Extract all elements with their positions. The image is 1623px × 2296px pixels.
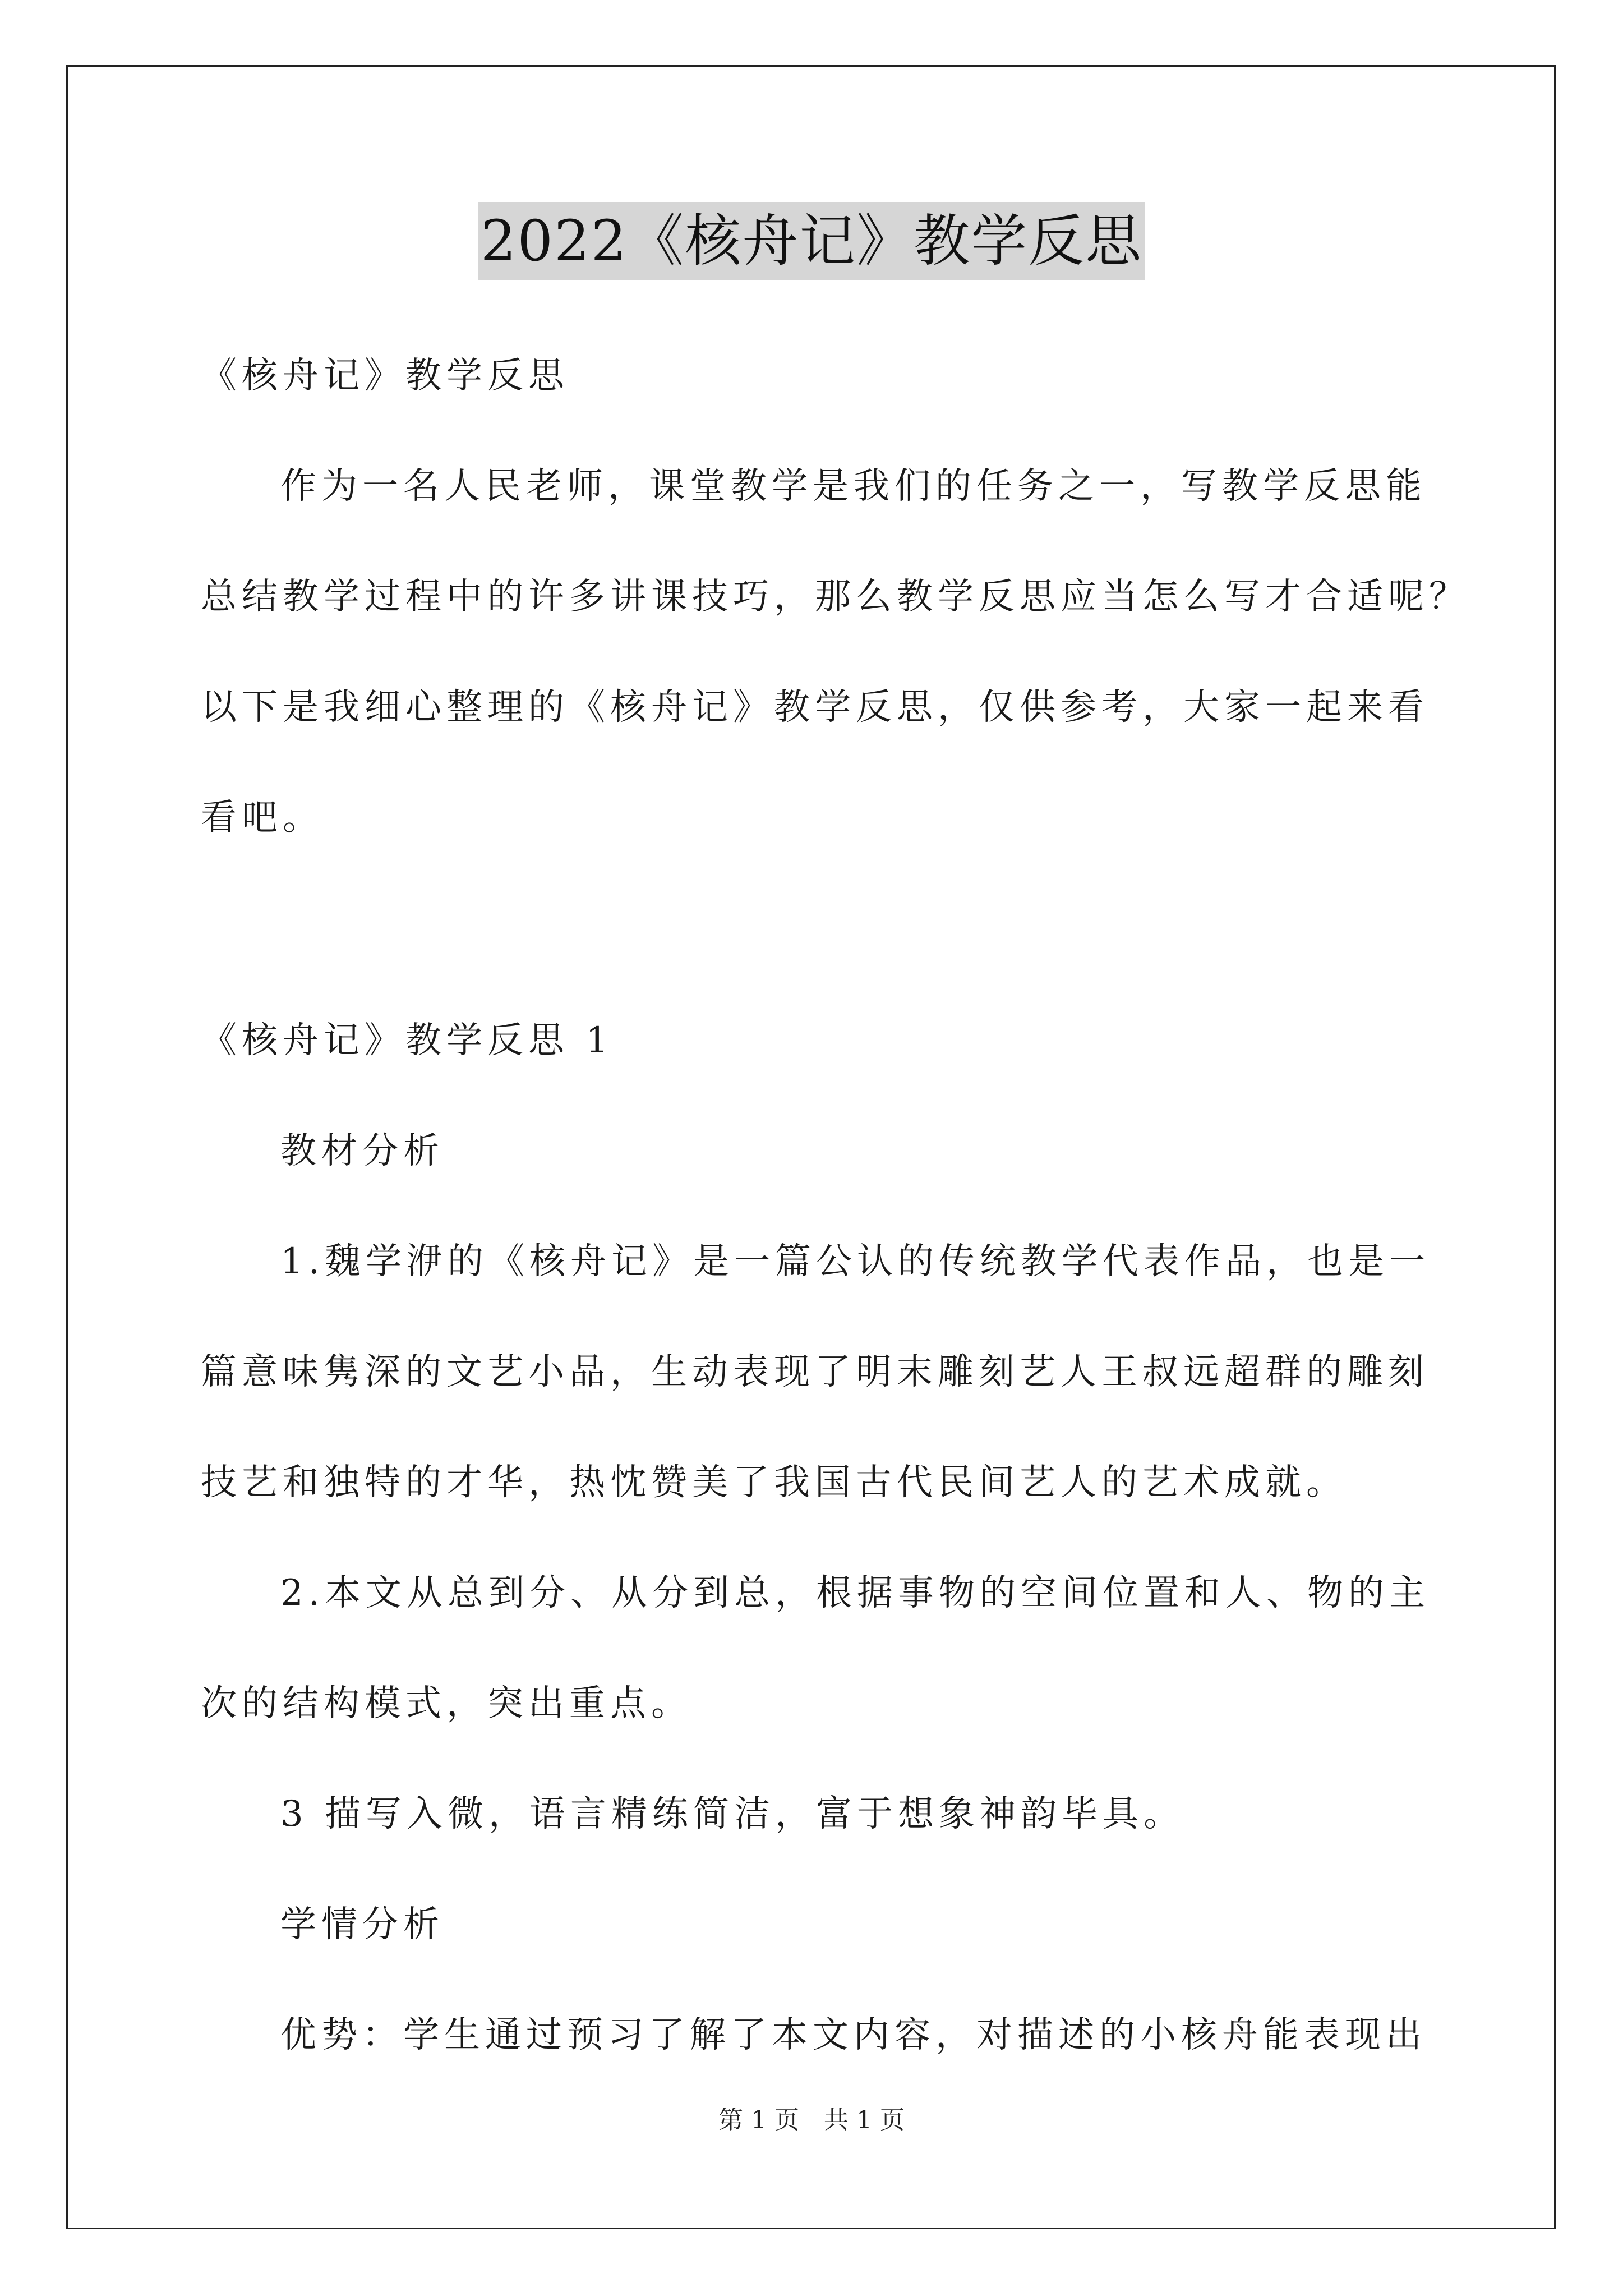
section-heading: 《核舟记》教学反思 1: [201, 1020, 614, 1061]
student-line-1: 优势：学生通过预习了解了本文内容，对描述的小核舟能表现出: [280, 2014, 1427, 2056]
material-line-5: 次的结构模式，突出重点。: [201, 1683, 692, 1724]
document-title: 2022《核舟记》教学反思: [478, 202, 1145, 280]
material-line-3: 技艺和独特的才华，热忱赞美了我国古代民间艺人的艺术成就。: [201, 1462, 1347, 1503]
student-heading: 学情分析: [280, 1904, 444, 1945]
intro-line-1: 作为一名人民老师，课堂教学是我们的任务之一，写教学反思能: [280, 466, 1427, 507]
material-line-4: 2.本文从总到分、从分到总，根据事物的空间位置和人、物的主: [280, 1572, 1431, 1614]
intro-line-3: 以下是我细心整理的《核舟记》教学反思，仅供参考，大家一起来看: [201, 687, 1429, 728]
subtitle: 《核舟记》教学反思: [201, 355, 569, 397]
material-line-1: 1.魏学洢的《核舟记》是一篇公认的传统教学代表作品，也是一: [280, 1241, 1431, 1282]
intro-line-4: 看吧。: [201, 797, 324, 839]
page-footer: 第 1 页 共 1 页: [718, 2106, 905, 2134]
material-line-6: 3 描写入微，语言精练简洁，富于想象神韵毕具。: [280, 1793, 1185, 1835]
title-container: [0, 202, 1623, 280]
material-heading: 教材分析: [280, 1130, 444, 1172]
intro-line-2: 总结教学过程中的许多讲课技巧，那么教学反思应当怎么写才合适呢？: [201, 576, 1470, 618]
material-line-2: 篇意味隽深的文艺小品，生动表现了明末雕刻艺人王叔远超群的雕刻: [201, 1351, 1429, 1393]
